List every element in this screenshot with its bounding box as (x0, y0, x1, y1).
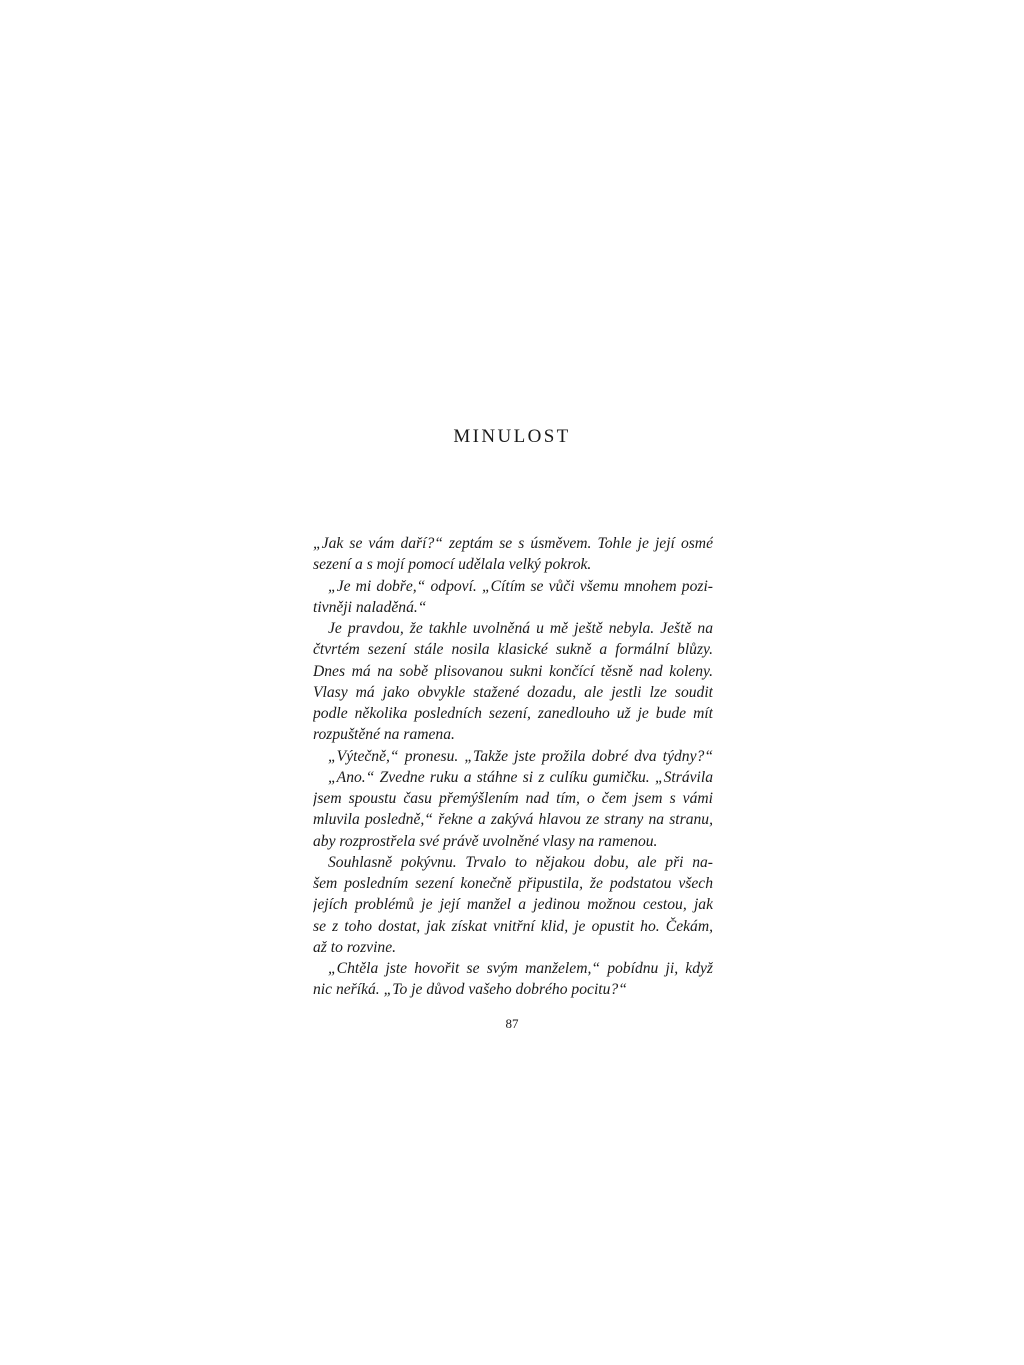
text-line: tivněji naladěná.“ (313, 598, 427, 616)
text-line: „Je mi dobře,“ odpoví. „Cítím se vůči všemu mnohem pozi- (328, 577, 713, 595)
text-line: Je pravdou, že takhle uvolněná u mě ještě nebyla. Ještě na (328, 620, 713, 637)
text-line: až to rozvine. (313, 938, 397, 956)
text-line: šem posledním sezení konečně připustila, že podstatou všech (313, 875, 713, 892)
body-text (313, 533, 713, 1001)
text-line: podle několika posledních sezení, zanedlouho už je bude mít (313, 705, 713, 722)
text-line: se z toho dostat, jak získat vnitřní klid, je opustit ho. Čekám, (313, 917, 713, 935)
page-number: 87 (505, 1016, 519, 1031)
chapter-title: MINULOST (453, 426, 571, 447)
text-line: čtvrtém sezení stále nosila klasické sukně a formální blůzy. (313, 641, 713, 659)
text-line: Vlasy má jako obvykle stažené dozadu, ale jestli lze soudit (313, 683, 713, 701)
text-line: „Výtečně,“ pronesu. „Takže jste prožila dobré dva týdny?“ (328, 747, 713, 765)
text-line: jsem spoustu času přemýšlením nad tím, o čem jsem s vámi (313, 790, 713, 807)
text-line: rozpuštěné na ramena. (313, 726, 455, 744)
text-line: jejích problémů je její manžel a jedinou možnou cestou, jak (313, 896, 713, 914)
text-line: Souhlasně pokývnu. Trvalo to nějakou dobu, ale při na- (328, 853, 713, 871)
text-line: mluvila posledně,“ řekne a zakývá hlavou ze strany na stranu, (313, 811, 713, 829)
text-line: „Ano.“ Zvedne ruku a stáhne si z culíku gumičku. „Strávila (328, 768, 713, 786)
text-line: „Chtěla jste hovořit se svým manželem,“ pobídnu ji, když (328, 960, 713, 977)
text-line: sezení a s mojí pomocí udělala velký pokrok. (313, 556, 592, 574)
text-line: „Jak se vám daří?“ zeptám se s úsměvem. Tohle je její osmé (313, 535, 713, 552)
text-line: nic neříká. „To je důvod vašeho dobrého pocitu?“ (313, 981, 627, 999)
text-line: aby rozprostřela své právě uvolněné vlasy na ramenou. (313, 832, 658, 850)
text-line: Dnes má na sobě plisovanou sukni končící těsně nad koleny. (313, 662, 713, 680)
